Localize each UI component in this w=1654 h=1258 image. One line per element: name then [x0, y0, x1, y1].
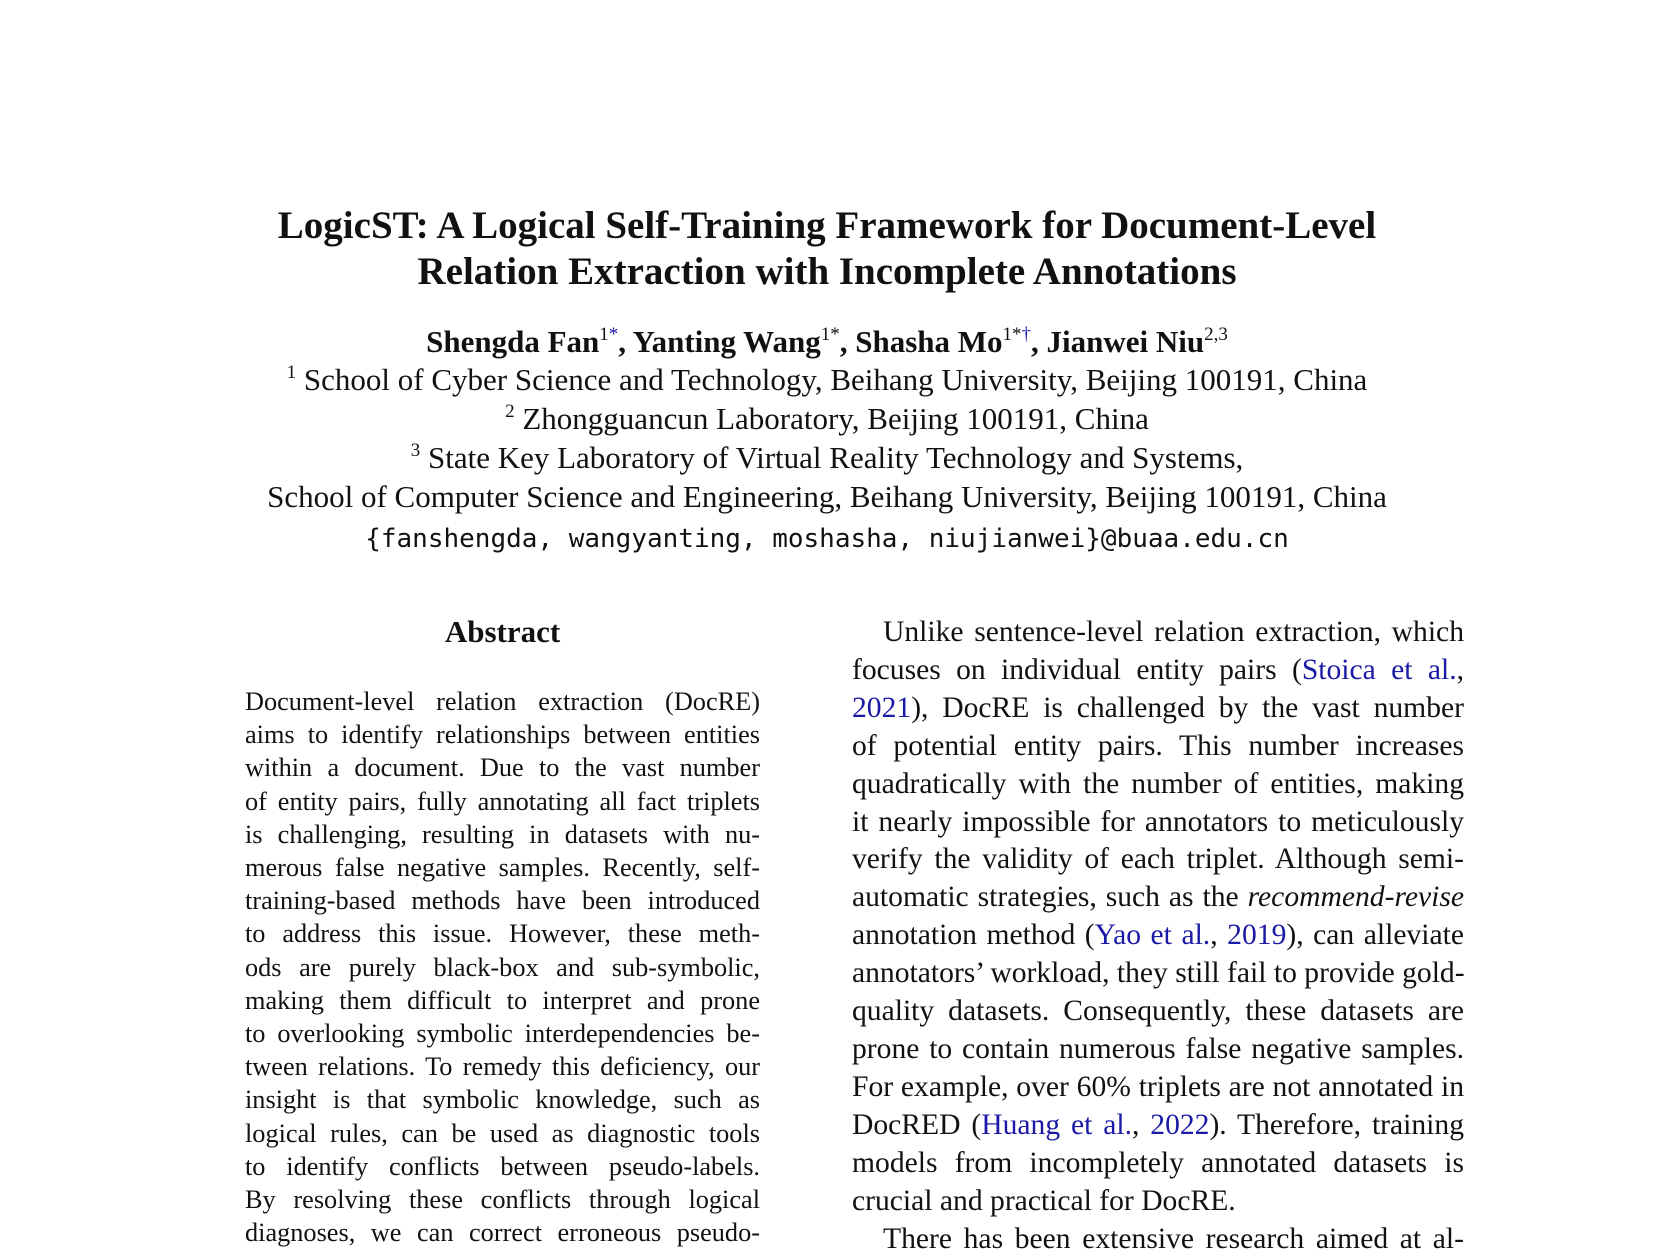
paper-title — [0, 203, 1654, 295]
emphasis-term: recommend-revise — [1248, 881, 1464, 913]
author-separator: , — [840, 324, 856, 359]
introduction-body — [852, 614, 1464, 1258]
abstract-line: logical rules, can be used as diagnostic tools — [245, 1117, 760, 1150]
intro-line: crucial and practical for DocRE. — [852, 1183, 1464, 1221]
intro-line: models from incompletely annotated datasets is — [852, 1145, 1464, 1183]
intro-line: Unlike sentence-level relation extraction, which — [852, 614, 1464, 652]
affiliation-2: $^2$ Zhongguancun Laboratory, Beijing 100191, China — [0, 399, 1654, 438]
equal-contribution-mark[interactable]: * — [609, 324, 619, 345]
citation-link-yao-year[interactable]: 2019 — [1227, 919, 1286, 951]
title-line-2: Relation Extraction with Incomplete Annotations — [0, 249, 1654, 295]
citation-link-huang[interactable]: Huang et al. — [981, 1109, 1132, 1141]
affiliation-3-continued: School of Computer Science and Engineering, Beihang University, Beijing 100191, China — [0, 477, 1654, 516]
intro-line: For example, over 60% triplets are not annotated in — [852, 1069, 1464, 1107]
citation-link-huang-year[interactable]: 2022 — [1150, 1109, 1209, 1141]
intro-line: DocRED (Huang et al., 2022). Therefore, training — [852, 1107, 1464, 1145]
abstract-line: insight is that symbolic knowledge, such as — [245, 1083, 760, 1116]
author-separator: , — [618, 324, 632, 359]
intro-line: 2021), DocRE is challenged by the vast number — [852, 690, 1464, 728]
intro-line: of potential entity pairs. This number increases — [852, 728, 1464, 766]
affiliation-1: $^1$ School of Cyber Science and Technology, Beihang University, Beijing 100191, China — [0, 360, 1654, 399]
author-separator: , — [1031, 324, 1047, 359]
author-affiliation-mark: 1* — [599, 324, 618, 345]
intro-line: verify the validity of each triplet. Although semi- — [852, 841, 1464, 879]
author-emails: {fanshengda, wangyanting, moshasha, niujianwei}@buaa.edu.cn — [0, 520, 1654, 558]
abstract-line: aims to identify relationships between entities — [245, 718, 760, 751]
intro-line: annotation method (Yao et al., 2019), can alleviate — [852, 917, 1464, 955]
affiliation-list — [0, 360, 1654, 516]
author-affiliation-mark: 1*† — [1003, 324, 1032, 345]
author-name: Yanting Wang — [633, 324, 821, 359]
corresponding-author-mark[interactable]: † — [1022, 324, 1032, 345]
abstract-line: to overlooking symbolic interdependencies be- — [245, 1017, 760, 1050]
abstract-line: Document-level relation extraction (DocRE) — [245, 685, 760, 718]
abstract-line: to identify conflicts between pseudo-labels. — [245, 1150, 760, 1183]
affiliation-3: $^3$ State Key Laboratory of Virtual Reality Technology and Systems, — [0, 438, 1654, 477]
author-name: Shengda Fan — [426, 324, 599, 359]
author-affiliation-mark: 2,3 — [1204, 324, 1228, 345]
author-name: Shasha Mo — [855, 324, 1002, 359]
abstract-line: diagnoses, we can correct erroneous pseudo- — [245, 1216, 760, 1249]
abstract-line: to address this issue. However, these meth- — [245, 917, 760, 950]
intro-line: focuses on individual entity pairs (Stoica et al., — [852, 652, 1464, 690]
author-list — [0, 322, 1654, 362]
author-affiliation-mark: 1* — [821, 324, 840, 345]
citation-link-yao[interactable]: Yao et al. — [1095, 919, 1211, 951]
abstract-line: is challenging, resulting in datasets with nu- — [245, 818, 760, 851]
abstract-line: merous false negative samples. Recently, self- — [245, 851, 760, 884]
abstract-line: of entity pairs, fully annotating all fact triplets — [245, 785, 760, 818]
intro-line: quadratically with the number of entities, making — [852, 766, 1464, 804]
abstract-body — [245, 685, 760, 1249]
intro-line: prone to contain numerous false negative samples. — [852, 1031, 1464, 1069]
title-line-1: LogicST: A Logical Self-Training Framework for Document-Level — [0, 203, 1654, 249]
abstract-line: within a document. Due to the vast number — [245, 751, 760, 784]
intro-line: annotators’ workload, they still fail to provide gold- — [852, 955, 1464, 993]
intro-line: automatic strategies, such as the recommend-revise — [852, 879, 1464, 917]
abstract-line: ods are purely black-box and sub-symbolic, — [245, 951, 760, 984]
author-name: Jianwei Niu — [1047, 324, 1205, 359]
abstract-line: making them difficult to interpret and prone — [245, 984, 760, 1017]
intro-line: quality datasets. Consequently, these datasets are — [852, 993, 1464, 1031]
intro-line: it nearly impossible for annotators to meticulously — [852, 804, 1464, 842]
intro-line: There has been extensive research aimed at al- — [852, 1221, 1464, 1258]
abstract-heading: Abstract — [245, 612, 760, 652]
citation-link-stoica-year[interactable]: 2021 — [852, 692, 911, 724]
abstract-line: training-based methods have been introduced — [245, 884, 760, 917]
citation-link-stoica[interactable]: Stoica et al. — [1302, 654, 1457, 686]
abstract-line: tween relations. To remedy this deficiency, our — [245, 1050, 760, 1083]
abstract-line: By resolving these conflicts through logical — [245, 1183, 760, 1216]
